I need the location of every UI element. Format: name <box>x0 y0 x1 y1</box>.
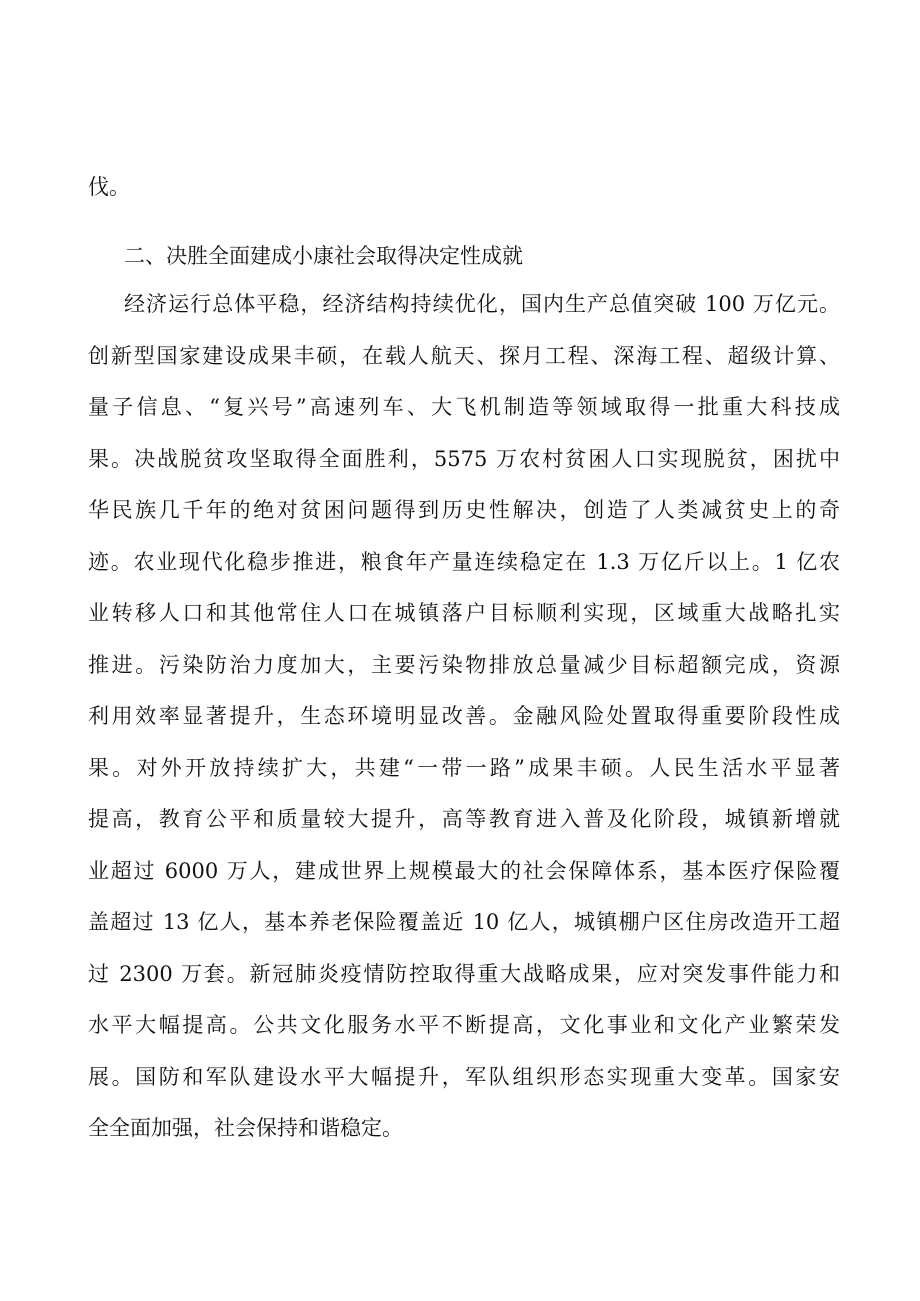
paragraph-line: 迹。农业现代化稳步推进，粮食年产量连续稳定在 1.3 万亿斤以上。1 亿农 <box>88 550 840 574</box>
paragraph-line: 业超过 6000 万人，建成世界上规模最大的社会保障体系，基本医疗保险覆 <box>88 859 840 883</box>
paragraph-line: 提高，教育公平和质量较大提升，高等教育进入普及化阶段，城镇新增就 <box>88 807 840 831</box>
paragraph-line: 全全面加强，社会保持和谐稳定。 <box>88 1116 403 1140</box>
paragraph-line: 华民族几千年的绝对贫困问题得到历史性解决，创造了人类减贫史上的奇 <box>88 498 840 522</box>
paragraph-line: 果。决战脱贫攻坚取得全面胜利，5575 万农村贫困人口实现脱贫，困扰中 <box>88 447 840 471</box>
paragraph-line: 经济运行总体平稳，经济结构持续优化，国内生产总值突破 100 万亿元。 <box>124 292 840 316</box>
paragraph-line: 业转移人口和其他常住人口在城镇落户目标顺利实现，区域重大战略扎实 <box>88 601 840 625</box>
paragraph-line: 创新型国家建设成果丰硕，在载人航天、探月工程、深海工程、超级计算、 <box>88 344 840 368</box>
paragraph-line: 利用效率显著提升，生态环境明显改善。金融风险处置取得重要阶段性成 <box>88 704 840 728</box>
section-heading: 二、决胜全面建成小康社会取得决定性成就 <box>124 244 523 268</box>
paragraph-line: 推进。污染防治力度加大，主要污染物排放总量减少目标超额完成，资源 <box>88 653 840 677</box>
paragraph-line: 展。国防和军队建设水平大幅提升，军队组织形态实现重大变革。国家安 <box>88 1065 840 1089</box>
paragraph-line: 盖超过 13 亿人，基本养老保险覆盖近 10 亿人，城镇棚户区住房改造开工超 <box>88 910 840 934</box>
paragraph-line: 量子信息、“复兴号”高速列车、大飞机制造等领域取得一批重大科技成 <box>88 395 840 419</box>
paragraph-line: 水平大幅提高。公共文化服务水平不断提高，文化事业和文化产业繁荣发 <box>88 1013 840 1037</box>
continuation-text: 伐。 <box>88 175 130 199</box>
paragraph-line: 过 2300 万套。新冠肺炎疫情防控取得重大战略成果，应对突发事件能力和 <box>88 962 840 986</box>
paragraph-line: 果。对外开放持续扩大，共建“一带一路”成果丰硕。人民生活水平显著 <box>88 756 840 780</box>
